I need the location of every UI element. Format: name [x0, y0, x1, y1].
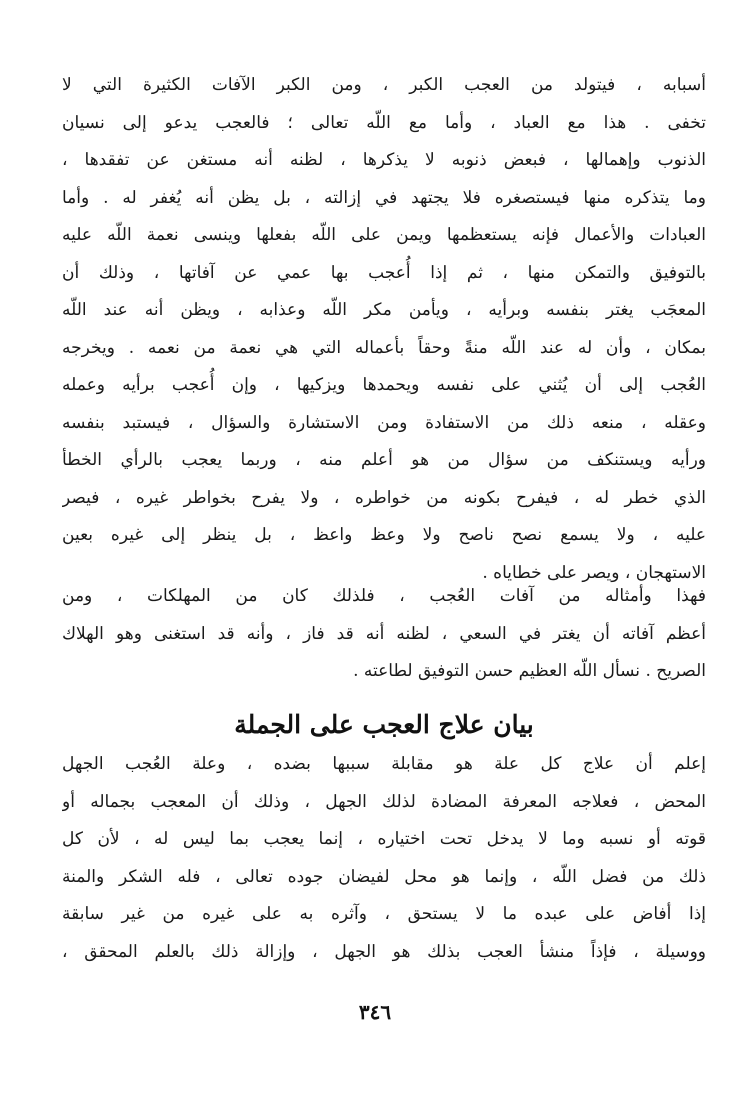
paragraph-2	[62, 578, 706, 691]
page-number: ٣٤٦	[358, 1000, 392, 1024]
text-line: الذي خطر له ، فيفرح بكونه من خواطره ، ولا يفرح بخواطر غيره ، فيصر	[62, 487, 706, 508]
text-line: الاستهجان ، ويصر على خطاياه .	[482, 562, 706, 583]
text-line: أسبابه ، فيتولد من العجب الكبر ، ومن الكبر الآفات الكثيرة التي لا	[62, 75, 706, 95]
text-line: المعجَب يغتر بنفسه وبرأيه ، ويأمن مكر اللّه وعذابه ، ويظن أنه عند اللّه	[62, 300, 706, 320]
text-line: بمكان ، وأن له عند اللّه منةً وحقاً بأعماله التي هي نعمة من نعمه . ويخرجه	[62, 337, 706, 358]
text-line: وما يتذكره منها فيستصغره فلا يجتهد في إزالته ، بل يظن أنه يُغفر له . وأما	[62, 187, 706, 208]
text-line: إعلم أن علاج كل علة هو مقابلة سببها بضده ، وعلة العُجب الجهل	[62, 754, 706, 774]
text-line: فهذا وأمثاله من آفات العُجب ، فلذلك كان من المهلكات ، ومن	[62, 586, 706, 606]
text-line: المحض ، فعلاجه المعرفة المضادة لذلك الجهل ، وذلك أن المعجب بجماله أو	[62, 791, 706, 812]
text-line: ووسيلة ، فإذاً منشأ العجب بذلك هو الجهل ، وإزالة ذلك بالعلم المحقق ،	[62, 941, 706, 962]
text-line: العُجب إلى أن يُثني على نفسه ويحمدها ويزكيها ، وإن أُعجب برأيه وعمله	[62, 375, 706, 395]
text-line: بالتوفيق والتمكن منها ، ثم إذا أُعجب بها عمي عن آفاتها ، وذلك أن	[62, 262, 706, 283]
text-line: ورأيه ويستنكف من سؤال من هو أعلم منه ، وربما يعجب بالرأي الخطأ	[62, 450, 706, 470]
text-line: الصريح . نسأل اللّه العظيم حسن التوفيق لطاعته .	[353, 661, 706, 681]
text-line: تخفى . هذا مع العباد ، وأما مع اللّه تعالى ؛ فالعجب يدعو إلى نسيان	[62, 112, 706, 133]
text-line: إذا أفاض على عبده ما لا يستحق ، وآثره به على غيره من غير سابقة	[62, 904, 706, 924]
text-line: العبادات والأعمال فإنه يستعظمها ويمن على اللّه بفعلها وينسى نعمة اللّه عليه	[62, 225, 706, 245]
text-line: عليه ، ولا يسمع نصح ناصح ولا وعظ واعظ ، بل ينظر إلى غيره بعين	[62, 525, 706, 545]
section-heading: بيان علاج العجب على الجملة	[234, 710, 534, 739]
text-line: قوته أو نسبه وما لا يدخل تحت اختياره ، إنما يعجب بما ليس له ، لأن كل	[62, 829, 706, 849]
text-line: أعظم آفاته أن يغتر في السعي ، لظنه أنه قد فاز ، وأنه قد استغنى وهو الهلاك	[62, 623, 706, 644]
paragraph-1	[62, 67, 706, 592]
paragraph-3	[62, 746, 706, 971]
text-line: وعقله ، منعه ذلك من الاستفادة ومن الاستشارة والسؤال ، فيستبد بنفسه	[62, 412, 706, 433]
text-line: ذلك من فضل اللّه ، وإنما هو محل لفيضان جوده تعالى ، فله الشكر والمنة	[62, 866, 706, 887]
text-line: الذنوب وإهمالها ، فبعض ذنوبه لا يذكرها ، لظنه أنه مستغن عن تفقدها ،	[62, 150, 706, 170]
